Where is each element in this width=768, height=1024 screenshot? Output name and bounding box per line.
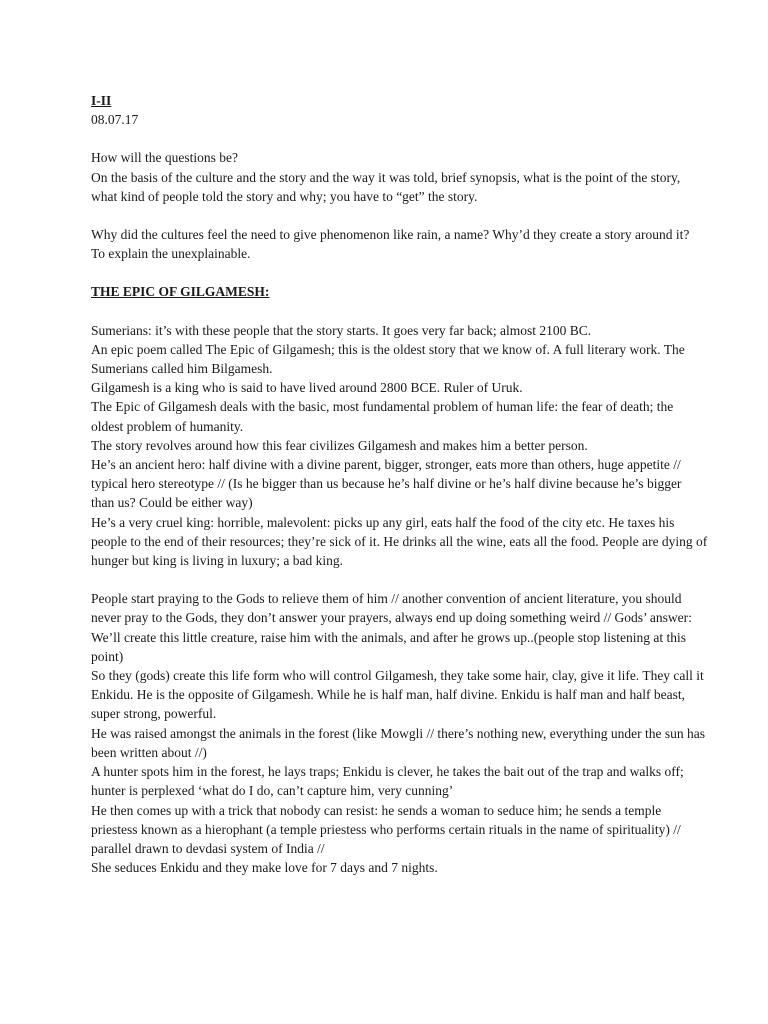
body-paragraph: The Epic of Gilgamesh deals with the basic, most fundamental problem of human life: the fear of death; the oldest problem of humanity. xyxy=(91,399,674,434)
body-paragraph: So they (gods) create this life form who will control Gilgamesh, they take some hair, clay, give it life. They call it Enkidu. He is the opposite of Gilgamesh. While he is half man, half divine. Enkidu is half man and half beast, super strong, powerful. xyxy=(91,668,704,722)
body-paragraph: He then comes up with a trick that nobody can resist: he sends a woman to seduce him; he sends a temple priestess known as a hierophant (a temple priestess who performs certain rituals in the name of spirituality) // parallel drawn to devdasi system of India // xyxy=(91,802,681,856)
spacer xyxy=(91,570,708,589)
body-paragraph: People start praying to the Gods to relieve them of him // another convention of ancient literature, you should never pray to the Gods, they don’t answer your prayers, always end up doing something weird // Gods’ answer: We’ll create this little creature, raise him with the animals, and after he grows up..(people stop listening at this point) xyxy=(91,591,692,664)
section-title: THE EPIC OF GILGAMESH: xyxy=(91,284,270,300)
body-paragraph: He’s a very cruel king: horrible, malevolent: picks up any girl, eats half the food of the city etc. He taxes his people to the end of their resources; they’re sick of it. He drinks all the wine, eats all the food. People are dying of hunger but king is living in luxury; a bad king. xyxy=(91,514,708,569)
intro-line: How will the questions be? xyxy=(91,150,238,166)
intro-line: On the basis of the culture and the story and the way it was told, brief synopsis, what is the point of the story, what kind of people told the story and why; you have to “get” the story. xyxy=(91,169,681,204)
body-paragraph: Gilgamesh is a king who is said to have lived around 2800 BCE. Ruler of Uruk. xyxy=(91,380,523,396)
why-line: Why did the cultures feel the need to give phenomenon like rain, a name? Why’d they create a story around it? xyxy=(91,227,690,243)
body-paragraph: He was raised amongst the animals in the forest (like Mowgli // there’s nothing new, everything under the sun has been written about //) xyxy=(91,725,705,760)
spacer xyxy=(91,302,708,321)
body-paragraph: The story revolves around how this fear civilizes Gilgamesh and makes him a better person. xyxy=(91,437,588,453)
body-paragraph: An epic poem called The Epic of Gilgamesh; this is the oldest story that we know of. A full literary work. The Sumerians called him Bilgamesh. xyxy=(91,341,685,377)
body-paragraph: He’s an ancient hero: half divine with a divine parent, bigger, stronger, eats more than others, huge appetite // typical hero stereotype // (Is he bigger than us because he’s half divine or he’s half divine because he’s bigger than us? Could be either way) xyxy=(91,457,682,511)
spacer xyxy=(91,263,708,282)
body-paragraph: Sumerians: it’s with these people that the story starts. It goes very far back; almost 2100 BC. xyxy=(91,322,592,338)
why-line: To explain the unexplainable. xyxy=(91,246,251,262)
section-label: I-II xyxy=(91,93,112,108)
body-paragraph: She seduces Enkidu and they make love for 7 days and 7 nights. xyxy=(91,860,438,876)
date-text: 08.07.17 xyxy=(91,112,139,128)
spacer xyxy=(91,129,708,148)
body-paragraph: A hunter spots him in the forest, he lays traps; Enkidu is clever, he takes the bait out of the trap and walks off; hunter is perplexed ‘what do I do, can’t capture him, very cunning’ xyxy=(91,764,684,799)
spacer xyxy=(91,206,708,225)
